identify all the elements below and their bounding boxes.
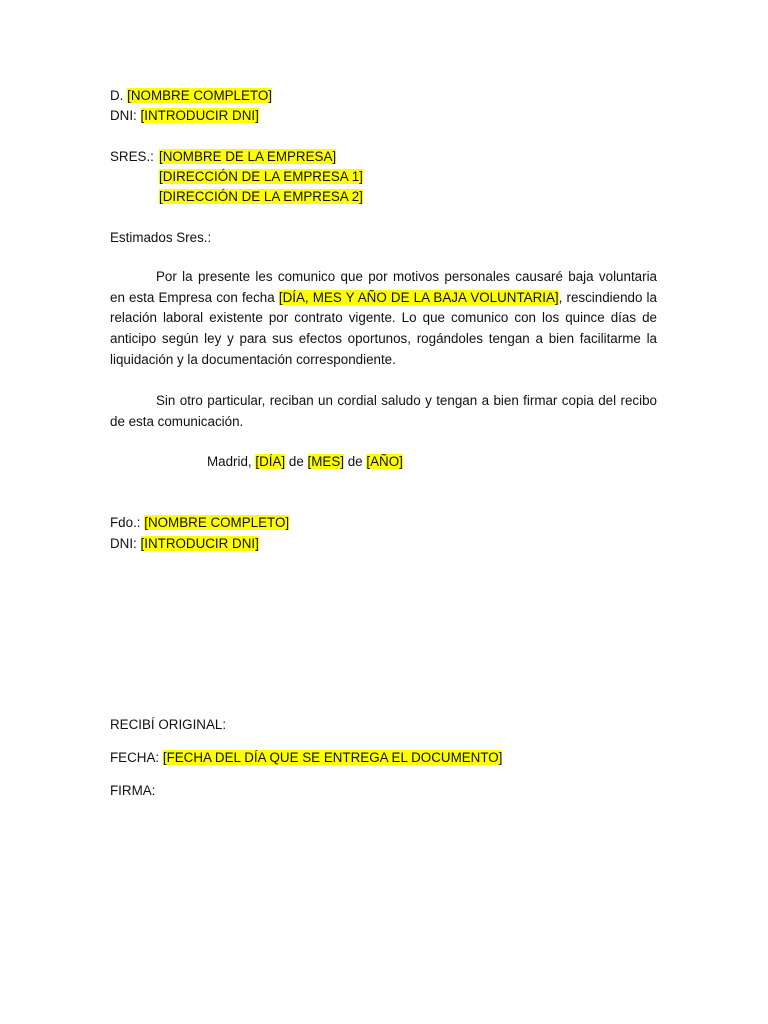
recipient-address2-placeholder: [DIRECCIÓN DE LA EMPRESA 2] xyxy=(159,189,363,204)
date-de-1: de xyxy=(288,454,304,469)
signature-fdo-label: Fdo.: xyxy=(110,515,141,530)
sender-name-line xyxy=(110,86,272,106)
signature-dni-label: DNI: xyxy=(110,536,137,551)
date-city: Madrid, xyxy=(207,454,252,469)
receipt-firma-label: FIRMA: xyxy=(110,783,156,798)
recipient-address1-placeholder: [DIRECCIÓN DE LA EMPRESA 1] xyxy=(159,169,363,184)
body-p1-before: Por la presente les comunico que por motivos personales causaré baja voluntaria en esta Empresa con fecha xyxy=(110,269,657,305)
sender-name-placeholder: [NOMBRE COMPLETO] xyxy=(127,88,272,103)
body-p1-placeholder: [DÍA, MES Y AÑO DE LA BAJA VOLUNTARIA] xyxy=(278,289,559,305)
recipient-label: SRES.: xyxy=(110,149,154,164)
sender-dni-label: DNI: xyxy=(110,108,137,123)
signature-dni-line xyxy=(110,534,259,554)
date-year-placeholder: [AÑO] xyxy=(366,454,403,469)
receipt-fecha-placeholder: [FECHA DEL DÍA QUE SE ENTREGA EL DOCUMENTO] xyxy=(162,750,503,765)
date-day-placeholder: [DÍA] xyxy=(255,454,286,469)
sender-dni-line xyxy=(110,106,259,126)
signature-name-line xyxy=(110,513,289,533)
body-paragraph-1 xyxy=(110,267,657,371)
signature-name-placeholder: [NOMBRE COMPLETO] xyxy=(144,515,290,530)
recipient-address1-line xyxy=(159,167,363,187)
sender-name-prefix: D. xyxy=(110,88,124,103)
body-paragraph-2: Sin otro particular, reciban un cordial saludo y tengan a bien firmar copia del recibo de esta comunicación. xyxy=(110,393,657,429)
body-p1-after: , rescindiendo la relación laboral existente por contrato vigente. Lo que comunico con los quince días de anticipo según ley y para sus efectos oportunos, rogándoles tengan a bien facilitarme la liquidación y la documentación correspondiente. xyxy=(110,289,657,367)
recipient-company-line xyxy=(110,147,336,167)
date-month-placeholder: [MES] xyxy=(307,454,344,469)
receipt-recibi-label: RECIBÍ ORIGINAL: xyxy=(110,717,227,732)
signature-dni-placeholder: [INTRODUCIR DNI] xyxy=(140,536,259,551)
receipt-fecha-label: FECHA: xyxy=(110,750,160,765)
sender-dni-placeholder: [INTRODUCIR DNI] xyxy=(140,108,259,123)
date-de-2: de xyxy=(347,454,363,469)
receipt-fecha-line xyxy=(110,748,502,768)
recipient-company-placeholder: [NOMBRE DE LA EMPRESA] xyxy=(159,149,337,164)
greeting: Estimados Sres.: xyxy=(110,230,212,245)
date-line xyxy=(207,452,403,472)
recipient-address2-line xyxy=(159,187,363,207)
